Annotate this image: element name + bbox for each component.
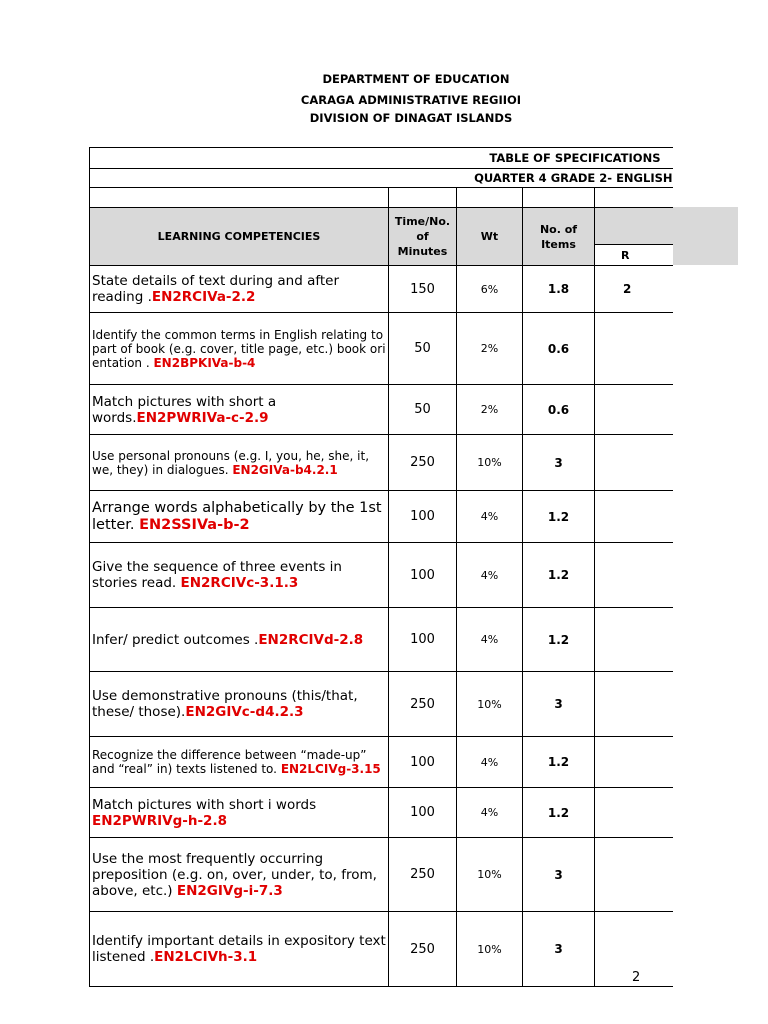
wt-cell: 4%	[457, 737, 523, 788]
time-cell: 250	[389, 435, 457, 491]
competency-cell: Match pictures with short i words EN2PWRIVg-h-2.8	[90, 788, 389, 838]
time-cell: 50	[389, 313, 457, 385]
table-row	[90, 672, 673, 737]
competency-cell: Arrange words alphabetically by the 1st letter. EN2SSIVa-b-2	[90, 491, 389, 543]
table-subtitle: QUARTER 4 GRADE 2- ENGLISH	[90, 169, 673, 188]
level-r-cell	[595, 313, 673, 385]
table-row	[90, 737, 673, 788]
table-row	[90, 385, 673, 435]
time-cell: 150	[389, 266, 457, 313]
time-cell: 100	[389, 788, 457, 838]
items-cell: 0.6	[523, 313, 595, 385]
table-row	[90, 838, 673, 912]
competency-cell: Identify important details in expository text listened .EN2LCIVh-3.1	[90, 912, 389, 987]
competency-cell: Infer/ predict outcomes .EN2RCIVd-2.8	[90, 608, 389, 672]
competency-cell: Use demonstrative pronouns (this/that, these/ those).EN2GIVc-d4.2.3	[90, 672, 389, 737]
level-r-cell	[595, 491, 673, 543]
level-r-cell: 2	[595, 266, 673, 313]
level-r-cell	[595, 672, 673, 737]
table-title-row	[90, 148, 673, 169]
items-cell: 1.2	[523, 608, 595, 672]
level-r-cell	[595, 543, 673, 608]
col-level	[595, 208, 673, 245]
items-cell: 1.2	[523, 491, 595, 543]
wt-cell: 2%	[457, 385, 523, 435]
table-row	[90, 608, 673, 672]
competency-cell: State details of text during and after reading .EN2RCIVa-2.2	[90, 266, 389, 313]
level-r-cell	[595, 385, 673, 435]
time-cell: 50	[389, 385, 457, 435]
header-region: CARAGA ADMINISTRATIVE REGIIOI	[300, 93, 522, 107]
time-cell: 100	[389, 608, 457, 672]
level-r-cell	[595, 788, 673, 838]
blank-row	[90, 188, 673, 208]
items-cell: 1.2	[523, 788, 595, 838]
competency-cell: Recognize the difference between “made-up” and “real” in) texts listened to. EN2LCIVg-3.15	[90, 737, 389, 788]
items-cell: 0.6	[523, 385, 595, 435]
competency-cell: Identify the common terms in English relating to part of book (e.g. cover, title page, etc.) book ori entation . EN2BPKIVa-b-4	[90, 313, 389, 385]
items-cell: 3	[523, 912, 595, 987]
col-time: Time/No. of Minutes	[389, 208, 457, 266]
table-subtitle-row	[90, 169, 673, 188]
wt-cell: 6%	[457, 266, 523, 313]
wt-cell: 10%	[457, 435, 523, 491]
time-cell: 100	[389, 737, 457, 788]
table-row	[90, 266, 673, 313]
wt-cell: 4%	[457, 608, 523, 672]
items-cell: 3	[523, 672, 595, 737]
table-row	[90, 912, 673, 987]
col-competencies: LEARNING COMPETENCIES	[90, 208, 389, 266]
table-row	[90, 788, 673, 838]
header-division: DIVISION OF DINAGAT ISLANDS	[309, 111, 513, 125]
table-row	[90, 543, 673, 608]
col-items: No. of Items	[523, 208, 595, 266]
items-cell: 1.8	[523, 266, 595, 313]
competency-cell: Match pictures with short a words.EN2PWRIVa-c-2.9	[90, 385, 389, 435]
table-row	[90, 491, 673, 543]
items-cell: 3	[523, 838, 595, 912]
wt-cell: 4%	[457, 543, 523, 608]
wt-cell: 10%	[457, 838, 523, 912]
items-cell: 3	[523, 435, 595, 491]
col-wt: Wt	[457, 208, 523, 266]
table-row	[90, 435, 673, 491]
items-cell: 1.2	[523, 737, 595, 788]
level-r-cell	[595, 435, 673, 491]
time-cell: 100	[389, 491, 457, 543]
level-header-extension	[673, 207, 738, 265]
wt-cell: 2%	[457, 313, 523, 385]
header-department: DEPARTMENT OF EDUCATION	[322, 72, 510, 86]
time-cell: 250	[389, 672, 457, 737]
specifications-table	[89, 147, 673, 987]
wt-cell: 10%	[457, 912, 523, 987]
competency-cell: Use personal pronouns (e.g. I, you, he, she, it, we, they) in dialogues. EN2GIVa-b4.2.1	[90, 435, 389, 491]
col-level-r: R	[595, 245, 673, 266]
time-cell: 250	[389, 912, 457, 987]
time-cell: 250	[389, 838, 457, 912]
wt-cell: 10%	[457, 672, 523, 737]
table-title: TABLE OF SPECIFICATIONS	[90, 148, 673, 169]
table-row	[90, 313, 673, 385]
column-header-row	[90, 208, 673, 245]
page-number: 2	[632, 970, 641, 985]
wt-cell: 4%	[457, 491, 523, 543]
wt-cell: 4%	[457, 788, 523, 838]
items-cell: 1.2	[523, 543, 595, 608]
competency-cell: Use the most frequently occurring preposition (e.g. on, over, under, to, from, above, etc.) EN2GIVg-i-7.3	[90, 838, 389, 912]
level-r-cell	[595, 737, 673, 788]
competency-cell: Give the sequence of three events in stories read. EN2RCIVc-3.1.3	[90, 543, 389, 608]
level-r-cell	[595, 608, 673, 672]
level-r-cell	[595, 838, 673, 912]
time-cell: 100	[389, 543, 457, 608]
